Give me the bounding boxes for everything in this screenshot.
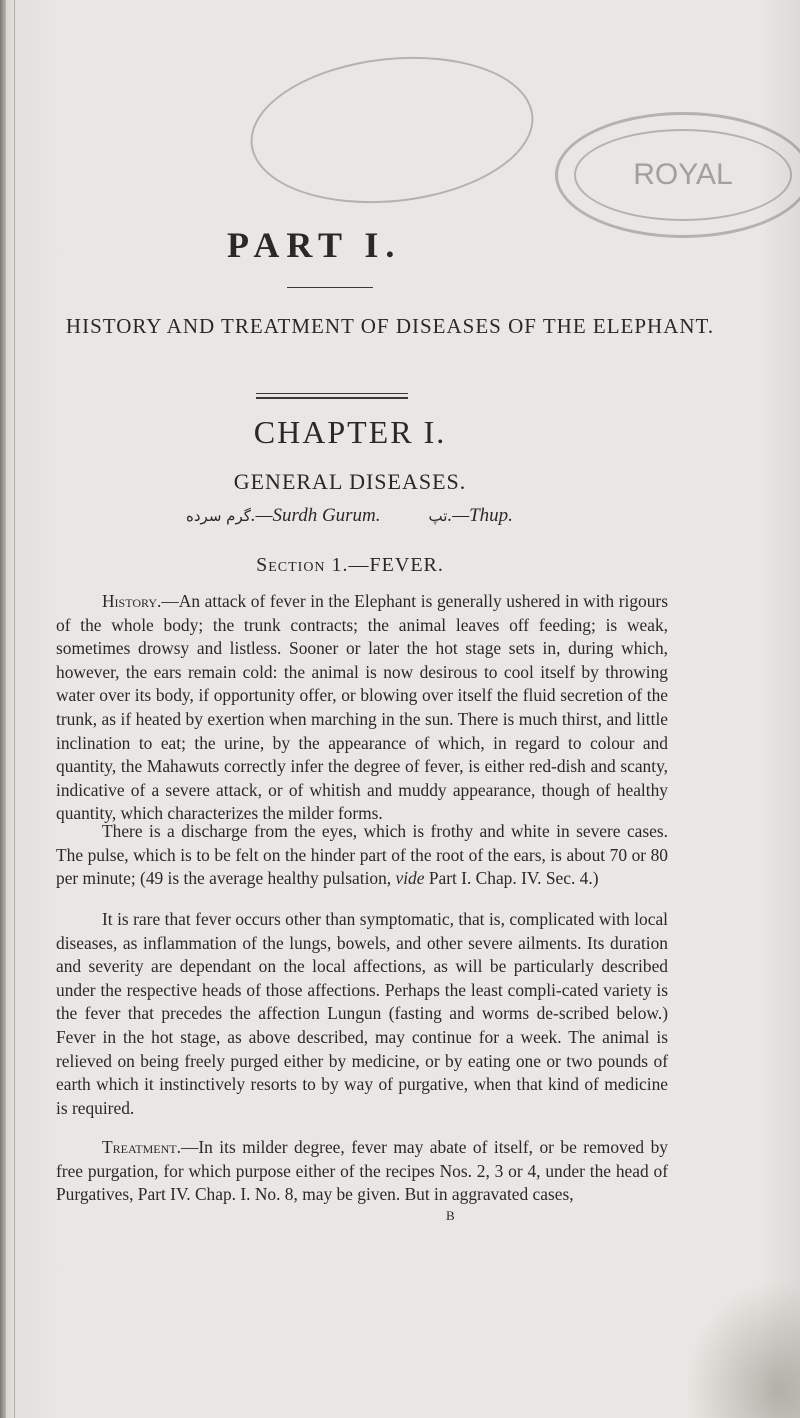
page-spine-shadow bbox=[0, 0, 6, 1418]
paragraph-symptomatic bbox=[56, 908, 668, 1120]
paragraph-discharge-body-b: Part I. Chap. IV. Sec. 4.) bbox=[424, 868, 599, 889]
chapter-heading: CHAPTER I. bbox=[253, 414, 447, 450]
paragraph-symptomatic-body: It is rare that fever occurs other than symptomatic, that is, complicated with local diseases, as inflammation of the lungs, bowels, and other severe ailments. Its duration and severity are dependant on the local affections, as will be particularly described under the respective heads of those affections. Perhaps the least compli-cated variety is the fever that precedes the affection Lungun (fasting and worms de-scribed below.) Fever in the hot stage, as above described, may continue for a week. The animal is relieved on being freely purged either by medicine, or by eating one or two pounds of earth which it instinctively resorts to by way of purgative, when that kind of medicine is required. bbox=[56, 909, 668, 1118]
section-heading-text: Section 1.—FEVER. bbox=[256, 554, 444, 576]
double-rule bbox=[256, 393, 408, 402]
paragraph-discharge-body-a: There is a discharge from the eyes, which is frothy and white in severe cases. The pulse, which is to be felt on the hinder part of the root of the ears, is about 70 or 80 per minute; (49 is the average healthy pulsation, bbox=[56, 821, 668, 889]
library-stamp bbox=[555, 112, 800, 238]
section-heading bbox=[30, 554, 670, 577]
library-stamp-ring bbox=[574, 129, 792, 221]
disease-name-2-arabic: تپ bbox=[428, 507, 448, 525]
page-fold-line bbox=[14, 0, 15, 1418]
paragraph-lead-history: History. bbox=[102, 591, 162, 611]
disease-name-2: .—Thup. bbox=[447, 505, 513, 526]
paragraph-treatment bbox=[56, 1136, 668, 1207]
library-stamp-faded bbox=[243, 44, 540, 217]
paragraph-discharge bbox=[56, 820, 668, 891]
disease-names bbox=[186, 505, 513, 527]
heading-rule bbox=[287, 287, 373, 288]
book-title-heading: HISTORY AND TREATMENT OF DISEASES OF THE ELEPHANT. bbox=[65, 314, 715, 338]
chapter-subtitle: GENERAL DISEASES. bbox=[233, 469, 467, 494]
library-stamp-text: ROYAL bbox=[633, 158, 733, 191]
disease-name-1-arabic: گرم سرده bbox=[186, 507, 251, 525]
page-stain bbox=[685, 1280, 800, 1418]
paragraph-lead-treatment: Treatment. bbox=[102, 1137, 181, 1157]
paragraph-vide: vide bbox=[395, 868, 425, 889]
paragraph-history bbox=[56, 590, 668, 826]
paragraph-treatment-body: —In its milder degree, fever may abate of itself, or be removed by free purgation, for which purpose either of the recipes Nos. 2, 3 or 4, under the head of Purgatives, Part IV. Chap. I. No. 8, may be given. But in aggravated cases, bbox=[56, 1137, 668, 1205]
paragraph-history-body: —An attack of fever in the Elephant is generally ushered in with rigours of the whole body; the trunk contracts; the animal leaves off feeding; is weak, sometimes drowsy and listless. Sooner or later the hot stage sets in, during which, however, the ears remain cold: the animal is now desirous to cool itself by throwing water over its body, if opportunity offer, or blowing over itself the fluid secretion of the trunk, as if heated by exertion when marching in the sun. There is much thirst, and little inclination to eat; the urine, by the appearance of which, in regard to colour and quantity, the Mahawuts correctly infer the degree of fever, is either red-dish and scanty, indicative of a severe attack, or of whitish and muddy appearance, though of healthy quantity, which characterizes the milder forms. bbox=[56, 591, 668, 824]
part-heading: PART I. bbox=[227, 225, 402, 265]
disease-name-1: .—Surdh Gurum. bbox=[250, 505, 381, 526]
signature-mark: B bbox=[446, 1208, 455, 1223]
